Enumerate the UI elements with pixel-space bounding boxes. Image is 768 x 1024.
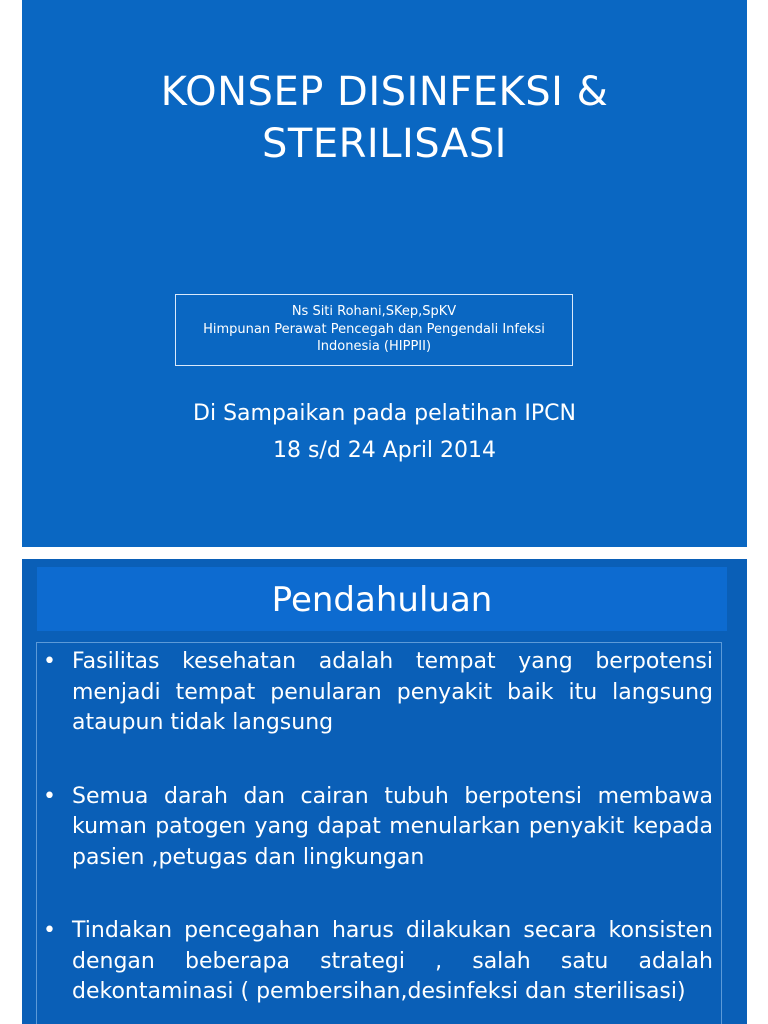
section-heading: Pendahuluan xyxy=(37,567,727,631)
bullet-icon: • xyxy=(43,783,56,809)
bullet-text: Tindakan pencegahan harus dilakukan secara konsisten dengan beberapa strategi , salah satu adalah dekontaminasi ( pembersihan,desinfeksi dan sterilisasi) xyxy=(72,918,713,1004)
author-name: Ns Siti Rohani,SKep,SpKV xyxy=(291,304,457,319)
intro-slide xyxy=(22,559,747,1024)
content-box xyxy=(36,642,722,1024)
event-info xyxy=(22,395,747,469)
bullet-text: Fasilitas kesehatan adalah tempat yang berpotensi menjadi tempat penularan penyakit baik itu langsung ataupun tidak langsung xyxy=(72,649,713,735)
slide-title xyxy=(22,66,747,170)
author-box xyxy=(175,294,573,366)
bullet-icon: • xyxy=(43,649,56,674)
event-line-2: 18 s/d 24 April 2014 xyxy=(272,438,497,463)
bullet-list xyxy=(43,647,713,1024)
title-line-1: KONSEP DISINFEKSI & xyxy=(160,69,609,115)
title-slide xyxy=(22,0,747,547)
author-org-line-1: Himpunan Perawat Pencegah dan Pengendali Infeksi xyxy=(203,321,545,337)
bullet-item xyxy=(43,647,713,739)
bullet-item xyxy=(43,782,713,874)
bullet-text: Semua darah dan cairan tubuh berpotensi membawa kuman patogen yang dapat menularkan penyakit kepada pasien ,petugas dan lingkungan xyxy=(72,783,713,870)
title-line-2: STERILISASI xyxy=(262,121,507,167)
bullet-icon: • xyxy=(43,918,56,943)
author-org-line-2: Indonesia (HIPPII) xyxy=(316,339,432,354)
bullet-item xyxy=(43,916,713,1008)
event-line-1: Di Sampaikan pada pelatihan IPCN xyxy=(193,401,576,426)
